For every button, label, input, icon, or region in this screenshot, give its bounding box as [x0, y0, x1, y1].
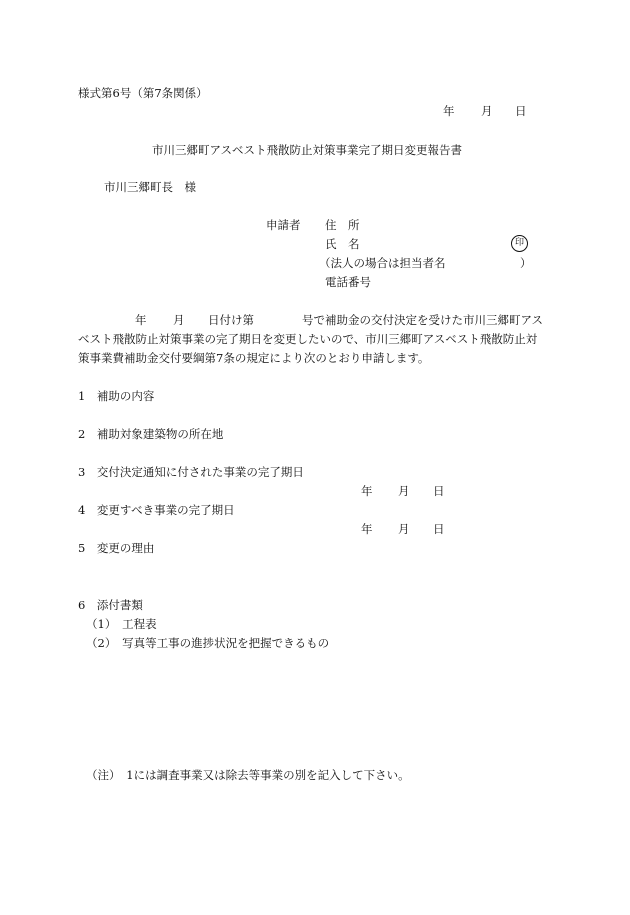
- addressee: 市川三郷町長 様: [104, 180, 196, 194]
- phone-label: 電話番号: [325, 275, 371, 289]
- item-3-day: 日: [433, 484, 445, 498]
- document-title: 市川三郷町アスベスト飛散防止対策事業完了期日変更報告書: [152, 143, 463, 157]
- corporate-note: （法人の場合は担当者名: [319, 256, 446, 270]
- header-date-month: 月: [481, 104, 493, 118]
- attachment-1: （1） 工程表: [86, 617, 157, 631]
- item-3-month: 月: [398, 484, 410, 498]
- item-4-year: 年: [361, 522, 373, 536]
- body-lead-year: 年: [135, 313, 147, 327]
- address-label: 住 所: [325, 218, 360, 232]
- item-4: 4 変更すべき事業の完了期日: [78, 503, 235, 517]
- item-2: 2 補助対象建築物の所在地: [78, 427, 224, 441]
- item-5: 5 変更の理由: [78, 541, 155, 555]
- applicant-label: 申請者: [266, 218, 301, 232]
- body-line-3: 策事業費補助金交付要綱第7条の規定により次のとおり申請します。: [78, 351, 430, 365]
- header-date-year: 年: [443, 104, 455, 118]
- attachment-2: （2） 写真等工事の進捗状況を把握できるもの: [86, 636, 330, 650]
- item-3-year: 年: [361, 484, 373, 498]
- body-lead-month: 月: [173, 313, 185, 327]
- header-date-day: 日: [515, 104, 527, 118]
- item-1: 1 補助の内容: [78, 389, 155, 403]
- body-lead-rest: 号で補助金の交付決定を受けた市川三郷町アス: [302, 313, 544, 327]
- form-number: 様式第6号（第7条関係）: [78, 86, 208, 100]
- item-6: 6 添付書類: [78, 598, 143, 612]
- body-line-2: ベスト飛散防止対策事業の完了期日を変更したいので、市川三郷町アスベスト飛散防止対: [78, 332, 538, 346]
- seal-mark: 印: [511, 235, 528, 252]
- body-lead-date: 日付け第: [208, 313, 254, 327]
- item-4-month: 月: [398, 522, 410, 536]
- item-3: 3 交付決定通知に付された事業の完了期日: [78, 465, 304, 479]
- item-4-day: 日: [433, 522, 445, 536]
- name-label: 氏 名: [325, 237, 360, 251]
- footnote: （注） 1には調査事業又は除去等事業の別を記入して下さい。: [86, 768, 410, 782]
- corporate-note-close: ）: [520, 256, 532, 270]
